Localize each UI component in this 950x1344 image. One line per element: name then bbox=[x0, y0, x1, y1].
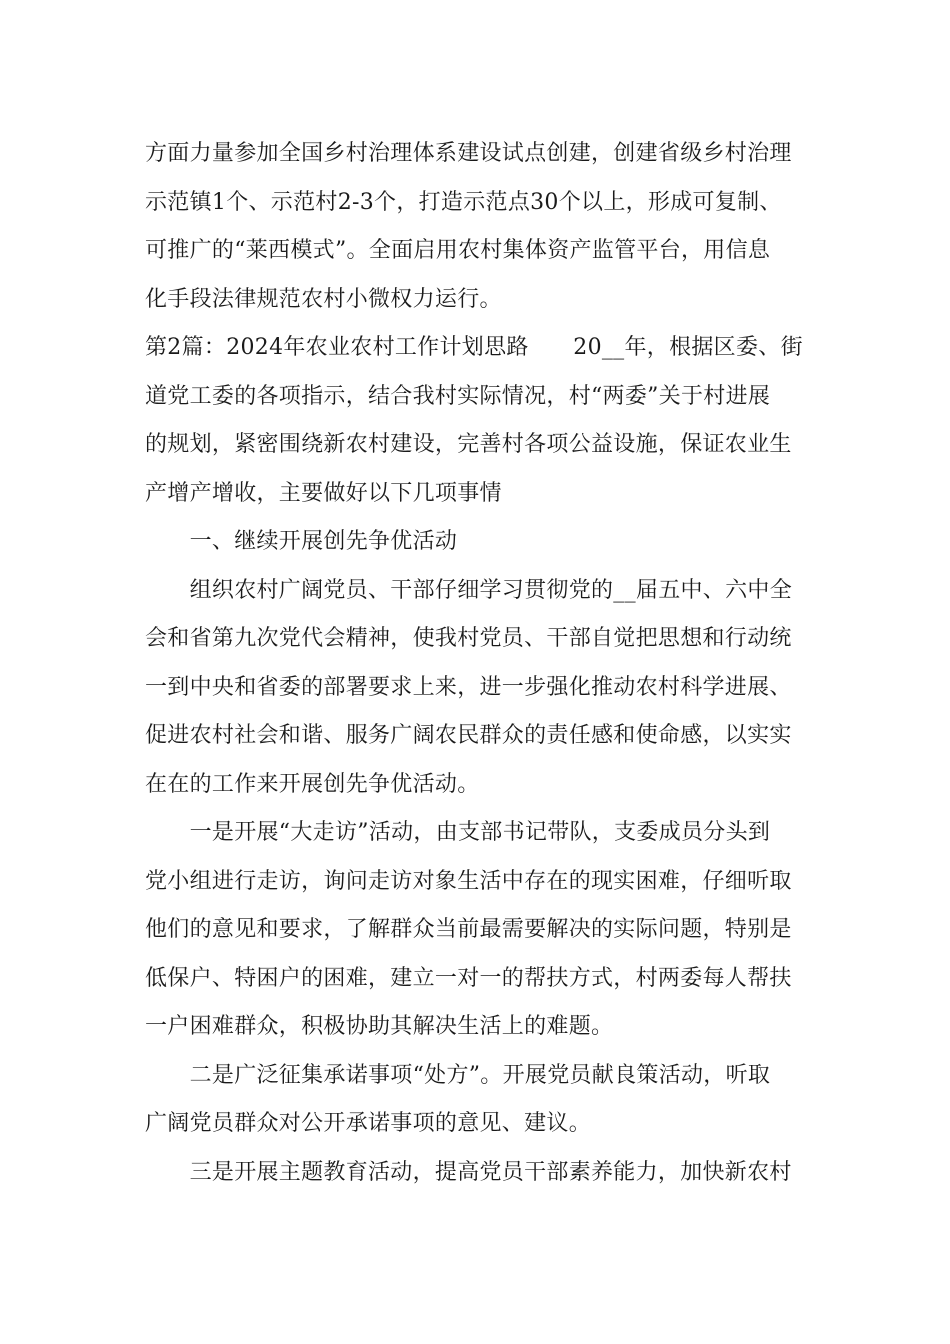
text-line: 可推广的“莱西模式”。全面启用农村集体资产监管平台，用信息 bbox=[145, 238, 771, 263]
text-line: 低保户、特困户的困难，建立一对一的帮扶方式，村两委每人帮扶 bbox=[145, 965, 792, 991]
subheading-line: 一、继续开展创先争优活动 bbox=[145, 529, 458, 554]
document-body bbox=[145, 130, 807, 1197]
text-line: 方面力量参加全国乡村治理体系建设试点创建，创建省级乡村治理 bbox=[145, 141, 792, 166]
text-line: 一是开展“大走访”活动，由支部书记带队，支委成员分头到 bbox=[145, 820, 771, 845]
text-line: 在在的工作来开展创先争优活动。 bbox=[145, 771, 480, 797]
text-line: 产增产增收，主要做好以下几项事情 bbox=[145, 480, 502, 506]
text-line: 化手段法律规范农村小微权力运行。 bbox=[145, 286, 502, 312]
text-line: 一到中央和省委的部署要求上来，进一步强化推动农村科学进展、 bbox=[145, 674, 792, 700]
text-line: 党小组进行走访，询问走访对象生活中存在的现实困难，仔细听取 bbox=[145, 868, 792, 894]
text-line: 的规划，紧密围绕新农村建设，完善村各项公益设施，保证农业生 bbox=[145, 432, 792, 457]
section-heading-line: 第2篇：2024年农业农村工作计划思路 20__年，根据区委、街 bbox=[145, 335, 803, 360]
text-line: 他们的意见和要求，了解群众当前最需要解决的实际问题，特别是 bbox=[145, 917, 792, 942]
text-line: 促进农村社会和谐、服务广阔农民群众的责任感和使命感，以实实 bbox=[145, 723, 792, 748]
text-line: 示范镇1个、示范村2-3个，打造示范点30个以上，形成可复制、 bbox=[145, 189, 782, 215]
text-line: 二是广泛征集承诺事项“处方”。开展党员献良策活动，听取 bbox=[145, 1062, 771, 1088]
text-line: 会和省第九次党代会精神，使我村党员、干部自觉把思想和行动统 bbox=[145, 626, 792, 651]
text-line: 广阔党员群众对公开承诺事项的意见、建议。 bbox=[145, 1111, 592, 1136]
text-line: 道党工委的各项指示，结合我村实际情况，村“两委”关于村进展 bbox=[145, 383, 771, 409]
text-line: 一户困难群众，积极协助其解决生活上的难题。 bbox=[145, 1014, 614, 1039]
text-line: 组织农村广阔党员、干部仔细学习贯彻党的__届五中、六中全 bbox=[145, 577, 793, 603]
text-line: 三是开展主题教育活动，提高党员干部素养能力，加快新农村 bbox=[145, 1159, 792, 1185]
